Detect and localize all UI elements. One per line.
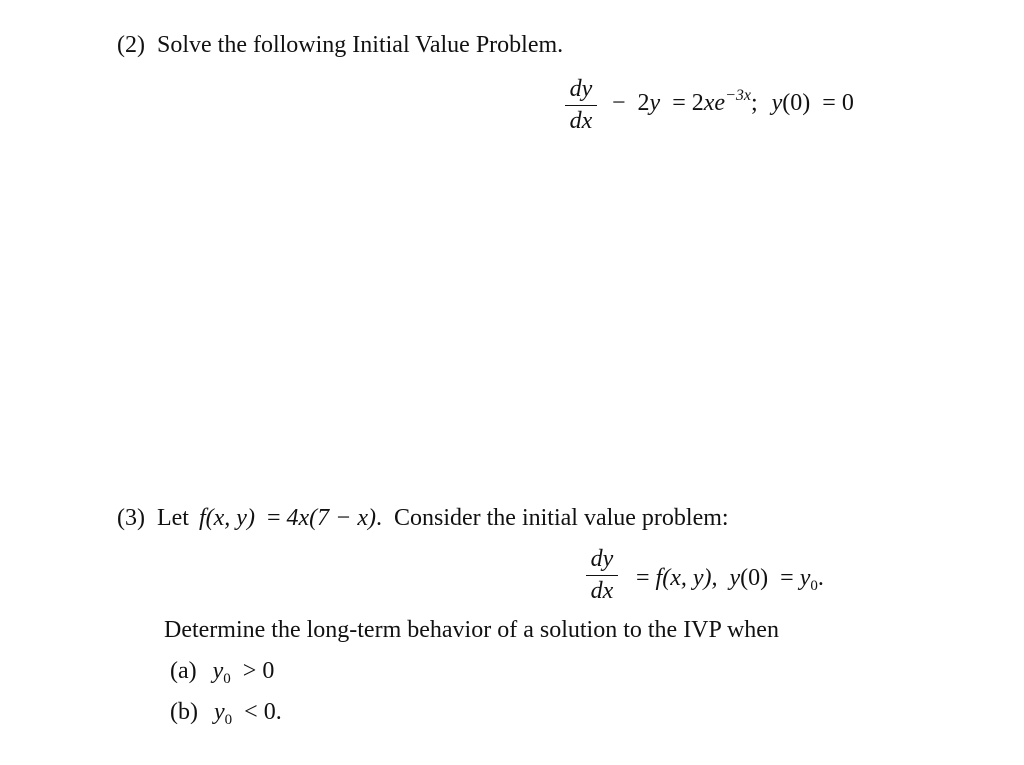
ic-equals: =: [780, 565, 794, 591]
rhs-coefficient: 2: [691, 90, 704, 116]
part-a-subscript: 0: [223, 671, 231, 687]
fraction-numerator: dy: [590, 546, 614, 572]
f-rhs: 4x(7 − x): [286, 505, 376, 531]
ic-equals: =: [822, 90, 836, 116]
problem-2-heading: [117, 32, 563, 59]
fraction-denominator: dx: [590, 578, 614, 605]
f-equals: =: [266, 505, 281, 531]
f-arguments: (x, y): [205, 505, 255, 531]
rhs-e: e: [714, 90, 726, 116]
part-b-relation: <: [244, 699, 258, 725]
part-a-value: 0: [262, 658, 275, 684]
f-arguments: (x, y),: [662, 565, 718, 591]
part-b-y: y: [213, 699, 225, 725]
ic-value: 0: [841, 90, 854, 116]
problem-3-heading: [117, 505, 729, 532]
part-b-label: (b): [170, 699, 198, 725]
problem-2-label: (2): [117, 32, 145, 58]
f-symbol: f: [198, 505, 206, 531]
ic-rhs-y: y: [799, 565, 811, 591]
problem-3-let: Let: [156, 505, 189, 531]
problem-3-equation-rest: [630, 565, 824, 592]
problem-3-label: (3): [117, 505, 145, 531]
ic-argument: (0): [740, 565, 769, 591]
ic-y: y: [771, 90, 783, 116]
part-a-relation: >: [242, 658, 257, 684]
part-a-y: y: [212, 658, 224, 684]
problem-2-statement: Solve the following Initial Value Problem.: [156, 32, 564, 58]
exponent: −3x: [725, 87, 751, 104]
fraction-bar: [565, 105, 597, 106]
f-symbol: f: [655, 565, 663, 591]
problem-3-determine-text: Determine the long-term behavior of a solution to the IVP when: [164, 617, 779, 643]
semicolon: ;: [750, 90, 758, 116]
ic-rhs-subscript: 0: [810, 578, 818, 594]
equation-period: .: [817, 565, 824, 591]
part-b: [170, 699, 282, 726]
problem-2-equation-rest: [612, 87, 854, 117]
rhs-x: x: [703, 90, 715, 116]
part-a-label: (a): [170, 658, 197, 684]
part-a: [170, 658, 274, 685]
y-variable: y: [649, 90, 661, 116]
coefficient: 2: [637, 90, 650, 116]
fraction-numerator: dy: [569, 76, 593, 102]
f-period: .: [375, 505, 382, 531]
equals-sign: =: [672, 90, 686, 116]
equals-sign: =: [636, 565, 650, 591]
minus-sign: −: [612, 90, 626, 116]
problem-3-derivative-fraction: [586, 546, 618, 604]
part-b-value: 0: [263, 699, 276, 725]
fraction-denominator: dx: [569, 108, 593, 135]
problem-2-derivative-fraction: [565, 76, 597, 134]
ic-argument: (0): [782, 90, 811, 116]
ic-y: y: [729, 565, 741, 591]
part-b-end: .: [275, 699, 282, 725]
problem-3-intro-rest: Consider the initial value problem:: [393, 505, 729, 531]
fraction-bar: [586, 575, 618, 576]
part-b-subscript: 0: [224, 712, 233, 728]
